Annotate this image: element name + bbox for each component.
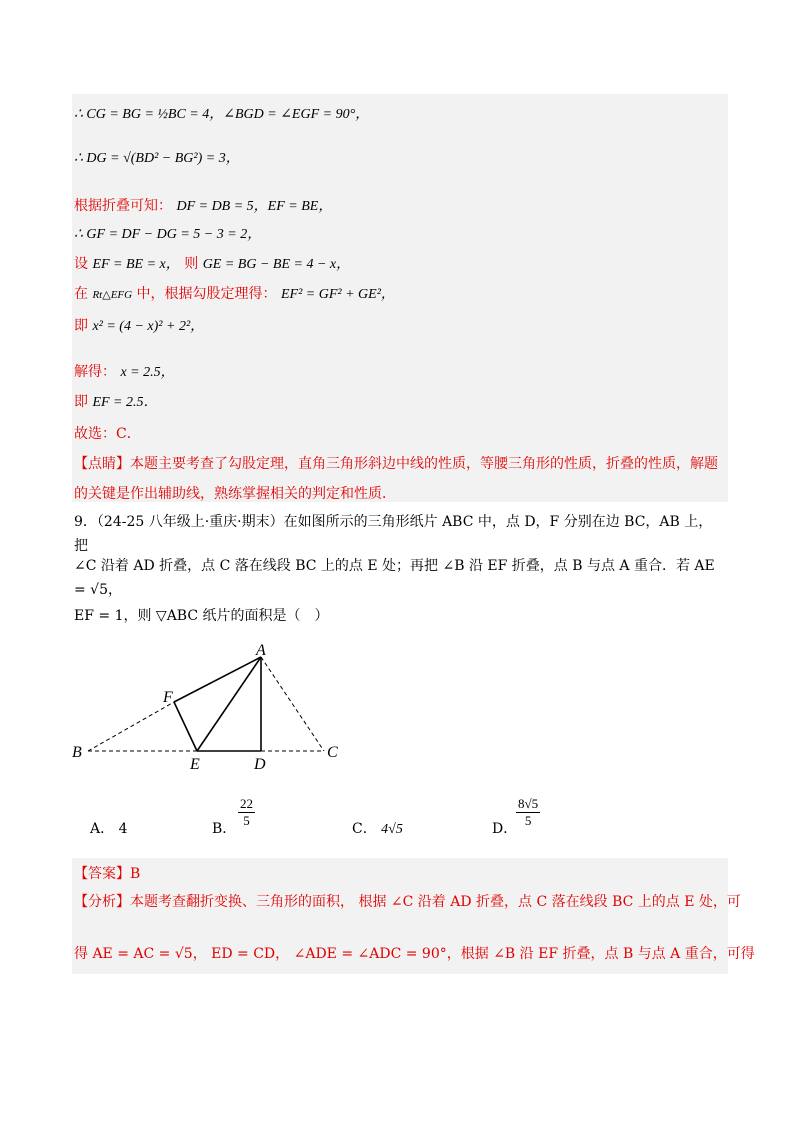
answer-choices <box>90 796 730 840</box>
analysis-line-2: 得 AE = AC = √5， ED = CD， ∠ADE = ∠ADC = 90°，根据 ∠B 沿 EF 折叠，点 B 与点 A 重合，可得 <box>74 946 755 962</box>
choice-d[interactable]: D． <box>492 821 518 837</box>
triangle-figure <box>70 640 360 775</box>
label-e: E <box>190 756 200 773</box>
solution-line-8: 解得： x = 2.5， <box>74 364 175 380</box>
choice-d-fraction: $\frac{8√5}{5}$ <box>518 796 539 828</box>
solution-line-5: 设 EF = BE = x， 则 GE = BG − BE = 4 − x， <box>74 256 351 272</box>
segment-a-c <box>261 657 324 751</box>
question-line-3: EF = 1，则 ▽ABC 纸片的面积是（ ） <box>74 608 329 624</box>
solution-line-4: ∴ GF = DF − DG = 5 − 3 = 2， <box>74 227 262 242</box>
label-c: C <box>327 744 338 761</box>
comment-line-2: 的关键是作出辅助线，熟练掌握相关的判定和性质． <box>74 486 396 502</box>
label-a: A <box>256 642 266 659</box>
choice-b-fraction: $\frac{22}{5}$ <box>240 796 253 828</box>
choice-c[interactable]: C． 4√5 <box>352 821 403 837</box>
comment-line-1: 【点睛】本题主要考查了勾股定理，直角三角形斜边中线的性质，等腰三角形的性质，折叠的性质，解题 <box>74 456 718 472</box>
question-line-2: ∠C 沿着 AD 折叠，点 C 落在线段 BC 上的点 E 处；再把 ∠B 沿 EF 折叠，点 B 与点 A 重合．若 AE = √5， <box>74 558 715 598</box>
label-d: D <box>254 756 266 773</box>
solution-line-3: 根据折叠可知： DF = DB = 5，EF = BE， <box>74 198 333 214</box>
choice-b[interactable]: B． <box>212 821 237 837</box>
solution-conclusion: 故选：C． <box>74 426 141 442</box>
choice-a[interactable]: A． 4 <box>90 821 128 837</box>
segment-a-e <box>197 657 261 751</box>
label-f: F <box>163 689 173 706</box>
solution-line-9: 即 EF = 2.5． <box>74 394 158 410</box>
solution-line-1: ∴ CG = BG = ½BC = 4，∠BGD = ∠EGF = 90°， <box>74 107 370 122</box>
segment-f-a <box>174 657 261 702</box>
segment-f-e <box>174 702 197 751</box>
answer-line: 【答案】B <box>74 866 141 882</box>
solution-line-2: ∴ DG = √(BD² − BG²) = 3， <box>74 151 240 166</box>
question-line-1: 9．（24-25 八年级上·重庆·期末）在如图所示的三角形纸片 ABC 中，点 D，F 分别在边 BC，AB 上，把 <box>74 514 713 554</box>
solution-line-7: 即 x² = (4 − x)² + 2²， <box>74 318 205 334</box>
label-b: B <box>72 744 82 761</box>
segment-b-f <box>88 702 174 751</box>
solution-line-6: 在 Rt△EFG 中，根据勾股定理得： EF² = GF² + GE²， <box>74 286 395 302</box>
analysis-line-1: 【分析】本题考查翻折变换、三角形的面积， 根据 ∠C 沿着 AD 折叠，点 C 落在线段 BC 上的点 E 处，可 <box>74 894 741 910</box>
